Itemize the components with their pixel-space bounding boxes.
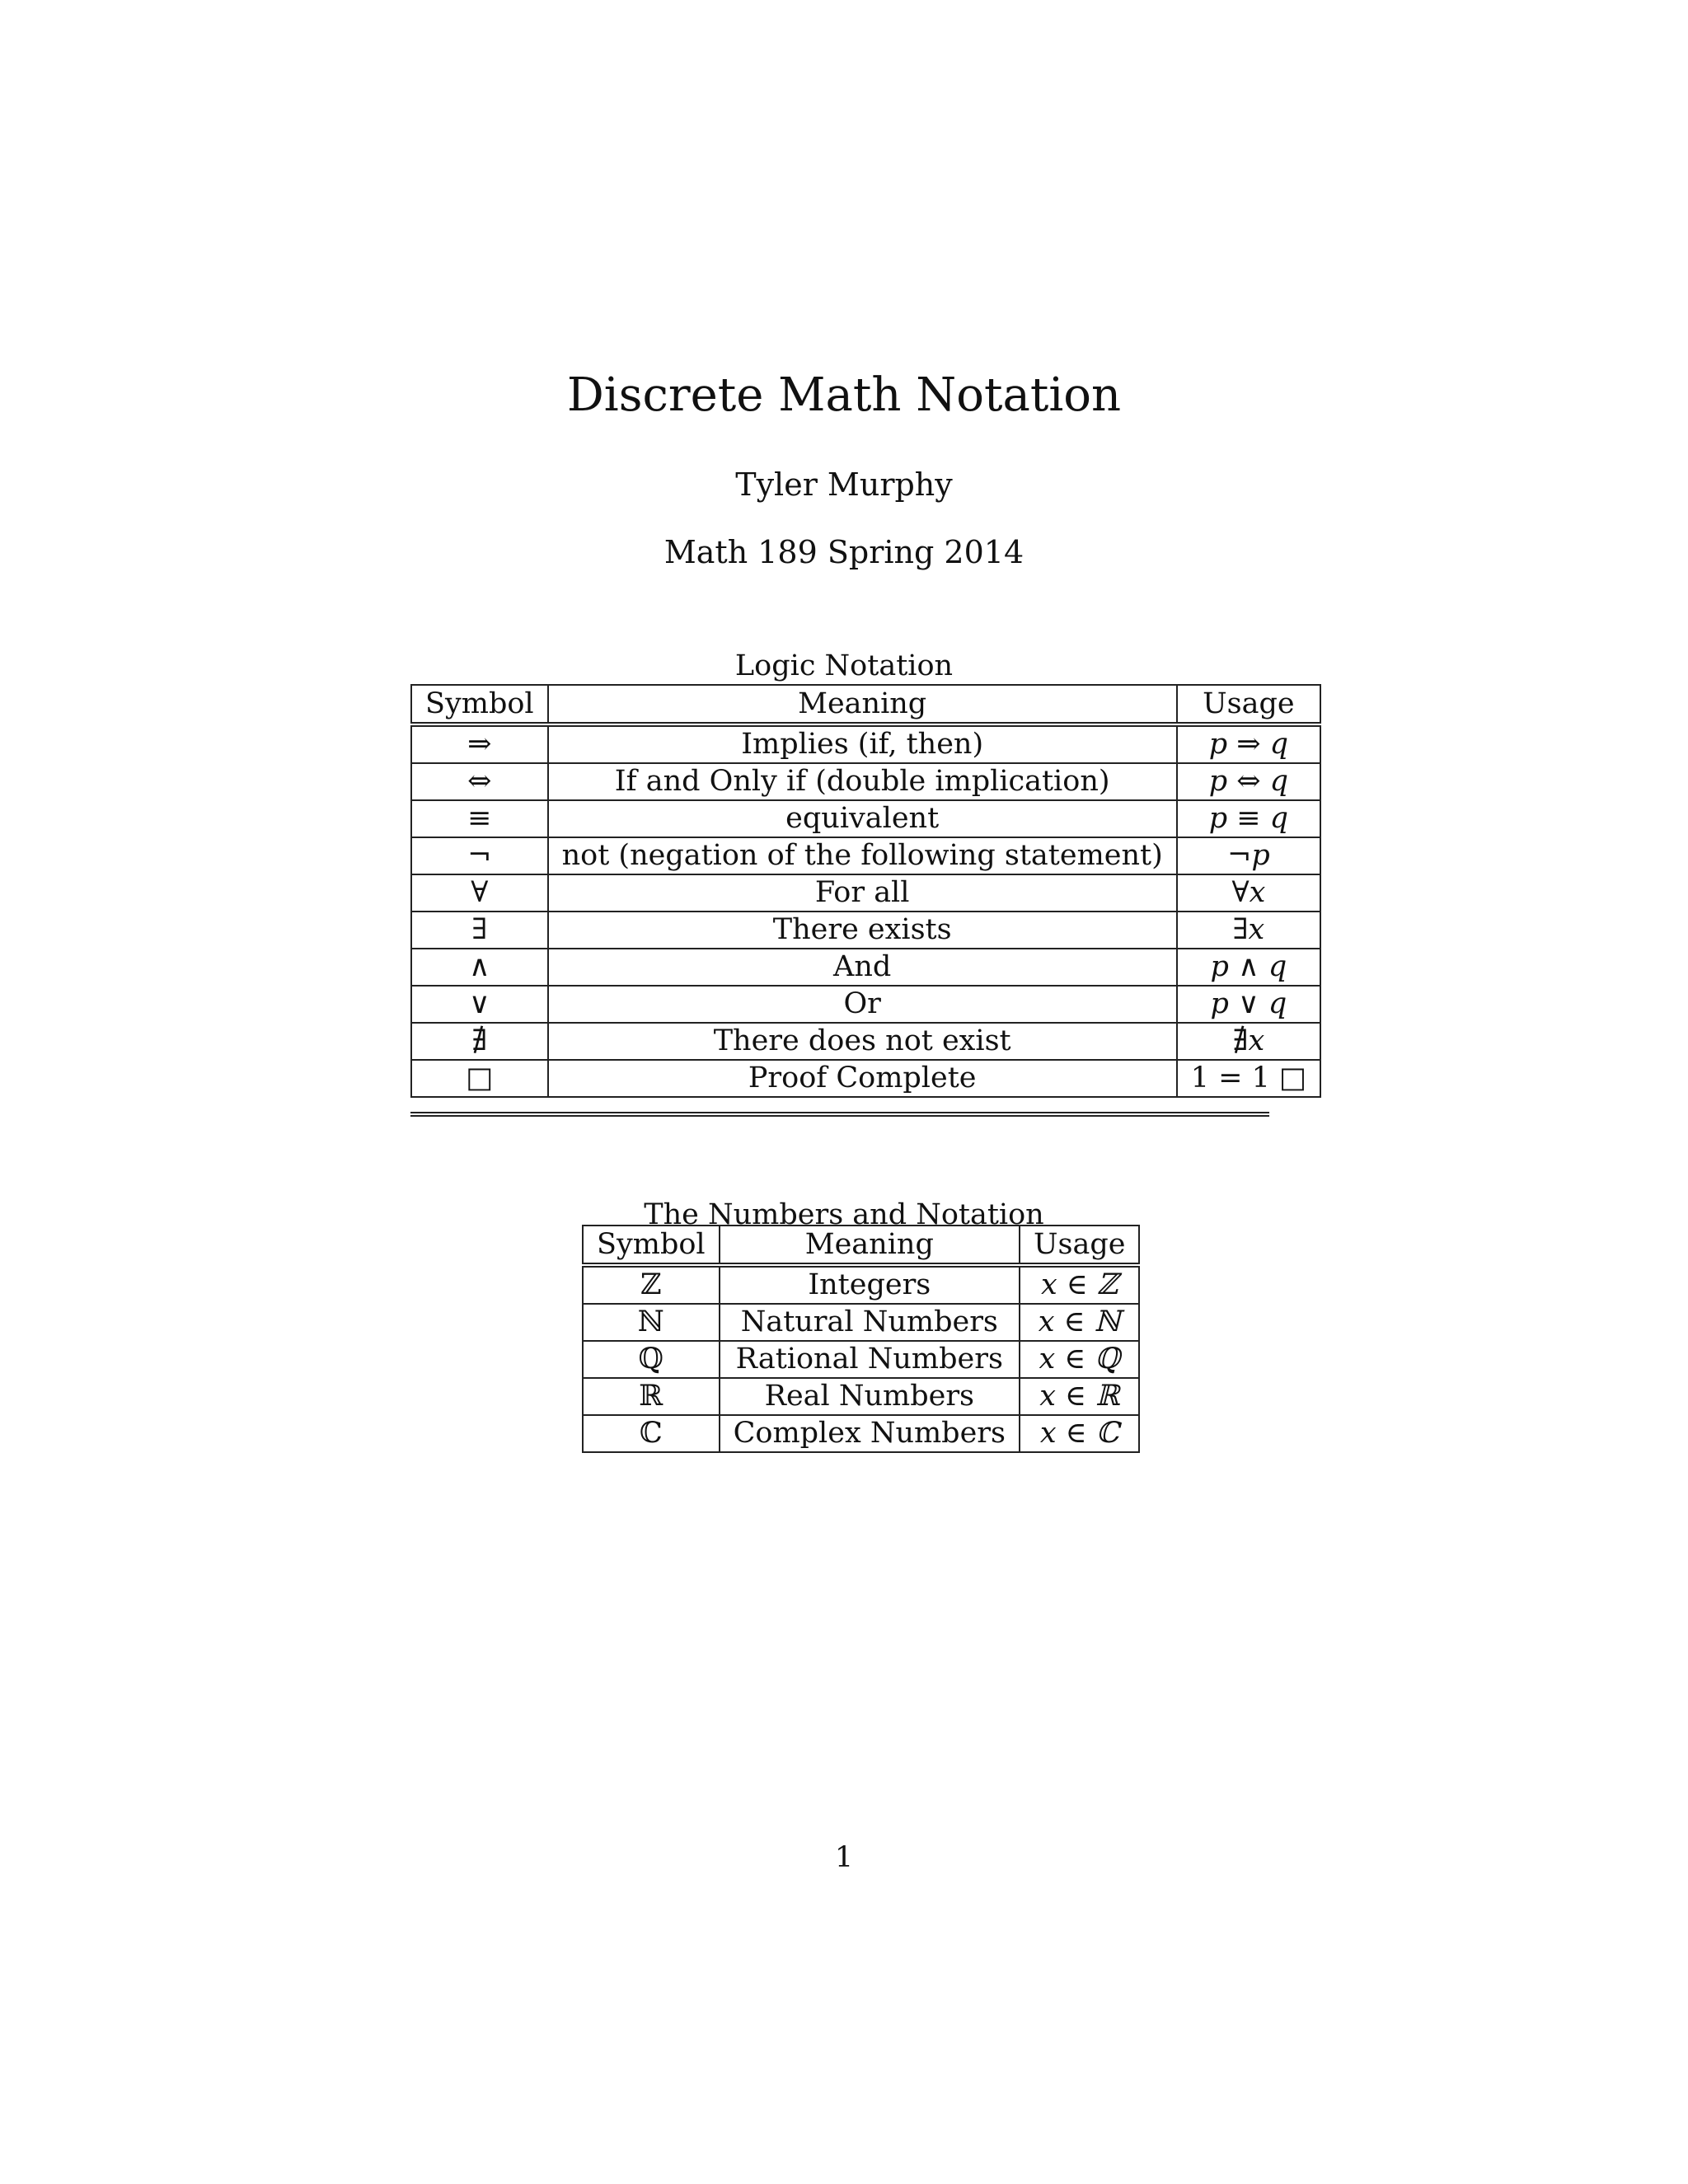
numbers-table-caption: The Numbers and Notation: [644, 1198, 1044, 1231]
usage-cell: p ⇒ q: [1177, 724, 1320, 763]
table-row: [411, 837, 1320, 874]
symbol-cell: ∀: [411, 874, 548, 912]
table-row: [411, 763, 1320, 800]
symbol-cell: ∄: [411, 1023, 548, 1060]
symbol-cell: ≡: [411, 800, 548, 837]
table-header-row: [411, 685, 1320, 724]
usage-cell: p ∧ q: [1177, 949, 1320, 986]
table-row: [411, 1023, 1320, 1060]
meaning-cell: Implies (if, then): [548, 724, 1177, 763]
meaning-cell: Or: [548, 986, 1177, 1023]
meaning-cell: If and Only if (double implication): [548, 763, 1177, 800]
symbol-cell: ℕ: [583, 1304, 720, 1341]
usage-cell: ¬p: [1177, 837, 1320, 874]
header-usage: Usage: [1177, 685, 1320, 724]
meaning-cell: There exists: [548, 912, 1177, 949]
usage-cell: x ∈ ℚ: [1020, 1341, 1139, 1378]
meaning-cell: Integers: [720, 1265, 1020, 1304]
table-header-row: [583, 1226, 1139, 1265]
numbers-notation-table: [582, 1225, 1140, 1453]
symbol-cell: ⇔: [411, 763, 548, 800]
symbol-cell: ℝ: [583, 1378, 720, 1415]
logic-notation-table: [410, 684, 1321, 1098]
usage-cell: ∀x: [1177, 874, 1320, 912]
table-row: [583, 1378, 1139, 1415]
table-row: [411, 912, 1320, 949]
symbol-cell: ∧: [411, 949, 548, 986]
document-author: Tyler Murphy: [735, 466, 953, 503]
logic-table-caption: Logic Notation: [734, 649, 954, 682]
usage-cell: ∃x: [1177, 912, 1320, 949]
symbol-cell: ℤ: [583, 1265, 720, 1304]
usage-cell: x ∈ ℝ: [1020, 1378, 1139, 1415]
usage-cell: p ⇔ q: [1177, 763, 1320, 800]
meaning-cell: For all: [548, 874, 1177, 912]
table-row: [411, 949, 1320, 986]
table-row: [411, 1060, 1320, 1097]
meaning-cell: equivalent: [548, 800, 1177, 837]
table-row: [411, 874, 1320, 912]
document-title: Discrete Math Notation: [566, 368, 1122, 422]
header-meaning: Meaning: [720, 1226, 1020, 1265]
symbol-cell: ⇒: [411, 724, 548, 763]
header-meaning: Meaning: [548, 685, 1177, 724]
usage-cell: x ∈ ℤ: [1020, 1265, 1139, 1304]
table-row: [411, 724, 1320, 763]
page-number: 1: [834, 1841, 854, 1874]
header-symbol: Symbol: [411, 685, 548, 724]
table-row: [411, 986, 1320, 1023]
usage-cell: 1 = 1 □: [1177, 1060, 1320, 1097]
usage-cell: x ∈ ℂ: [1020, 1415, 1139, 1452]
usage-cell: ∄x: [1177, 1023, 1320, 1060]
table-row: [411, 800, 1320, 837]
table-row: [583, 1341, 1139, 1378]
table-double-rule: [410, 1112, 1269, 1117]
meaning-cell: Complex Numbers: [720, 1415, 1020, 1452]
symbol-cell: ∨: [411, 986, 548, 1023]
symbol-cell: □: [411, 1060, 548, 1097]
meaning-cell: Natural Numbers: [720, 1304, 1020, 1341]
table-row: [583, 1415, 1139, 1452]
symbol-cell: ℚ: [583, 1341, 720, 1378]
symbol-cell: ∃: [411, 912, 548, 949]
symbol-cell: ℂ: [583, 1415, 720, 1452]
meaning-cell: not (negation of the following statement): [548, 837, 1177, 874]
table-row: [583, 1265, 1139, 1304]
usage-cell: p ≡ q: [1177, 800, 1320, 837]
meaning-cell: And: [548, 949, 1177, 986]
meaning-cell: Proof Complete: [548, 1060, 1177, 1097]
usage-cell: p ∨ q: [1177, 986, 1320, 1023]
header-usage: Usage: [1020, 1226, 1139, 1265]
meaning-cell: There does not exist: [548, 1023, 1177, 1060]
table-row: [583, 1304, 1139, 1341]
meaning-cell: Rational Numbers: [720, 1341, 1020, 1378]
symbol-cell: ¬: [411, 837, 548, 874]
meaning-cell: Real Numbers: [720, 1378, 1020, 1415]
usage-cell: x ∈ ℕ: [1020, 1304, 1139, 1341]
header-symbol: Symbol: [583, 1226, 720, 1265]
document-course: Math 189 Spring 2014: [663, 534, 1025, 570]
